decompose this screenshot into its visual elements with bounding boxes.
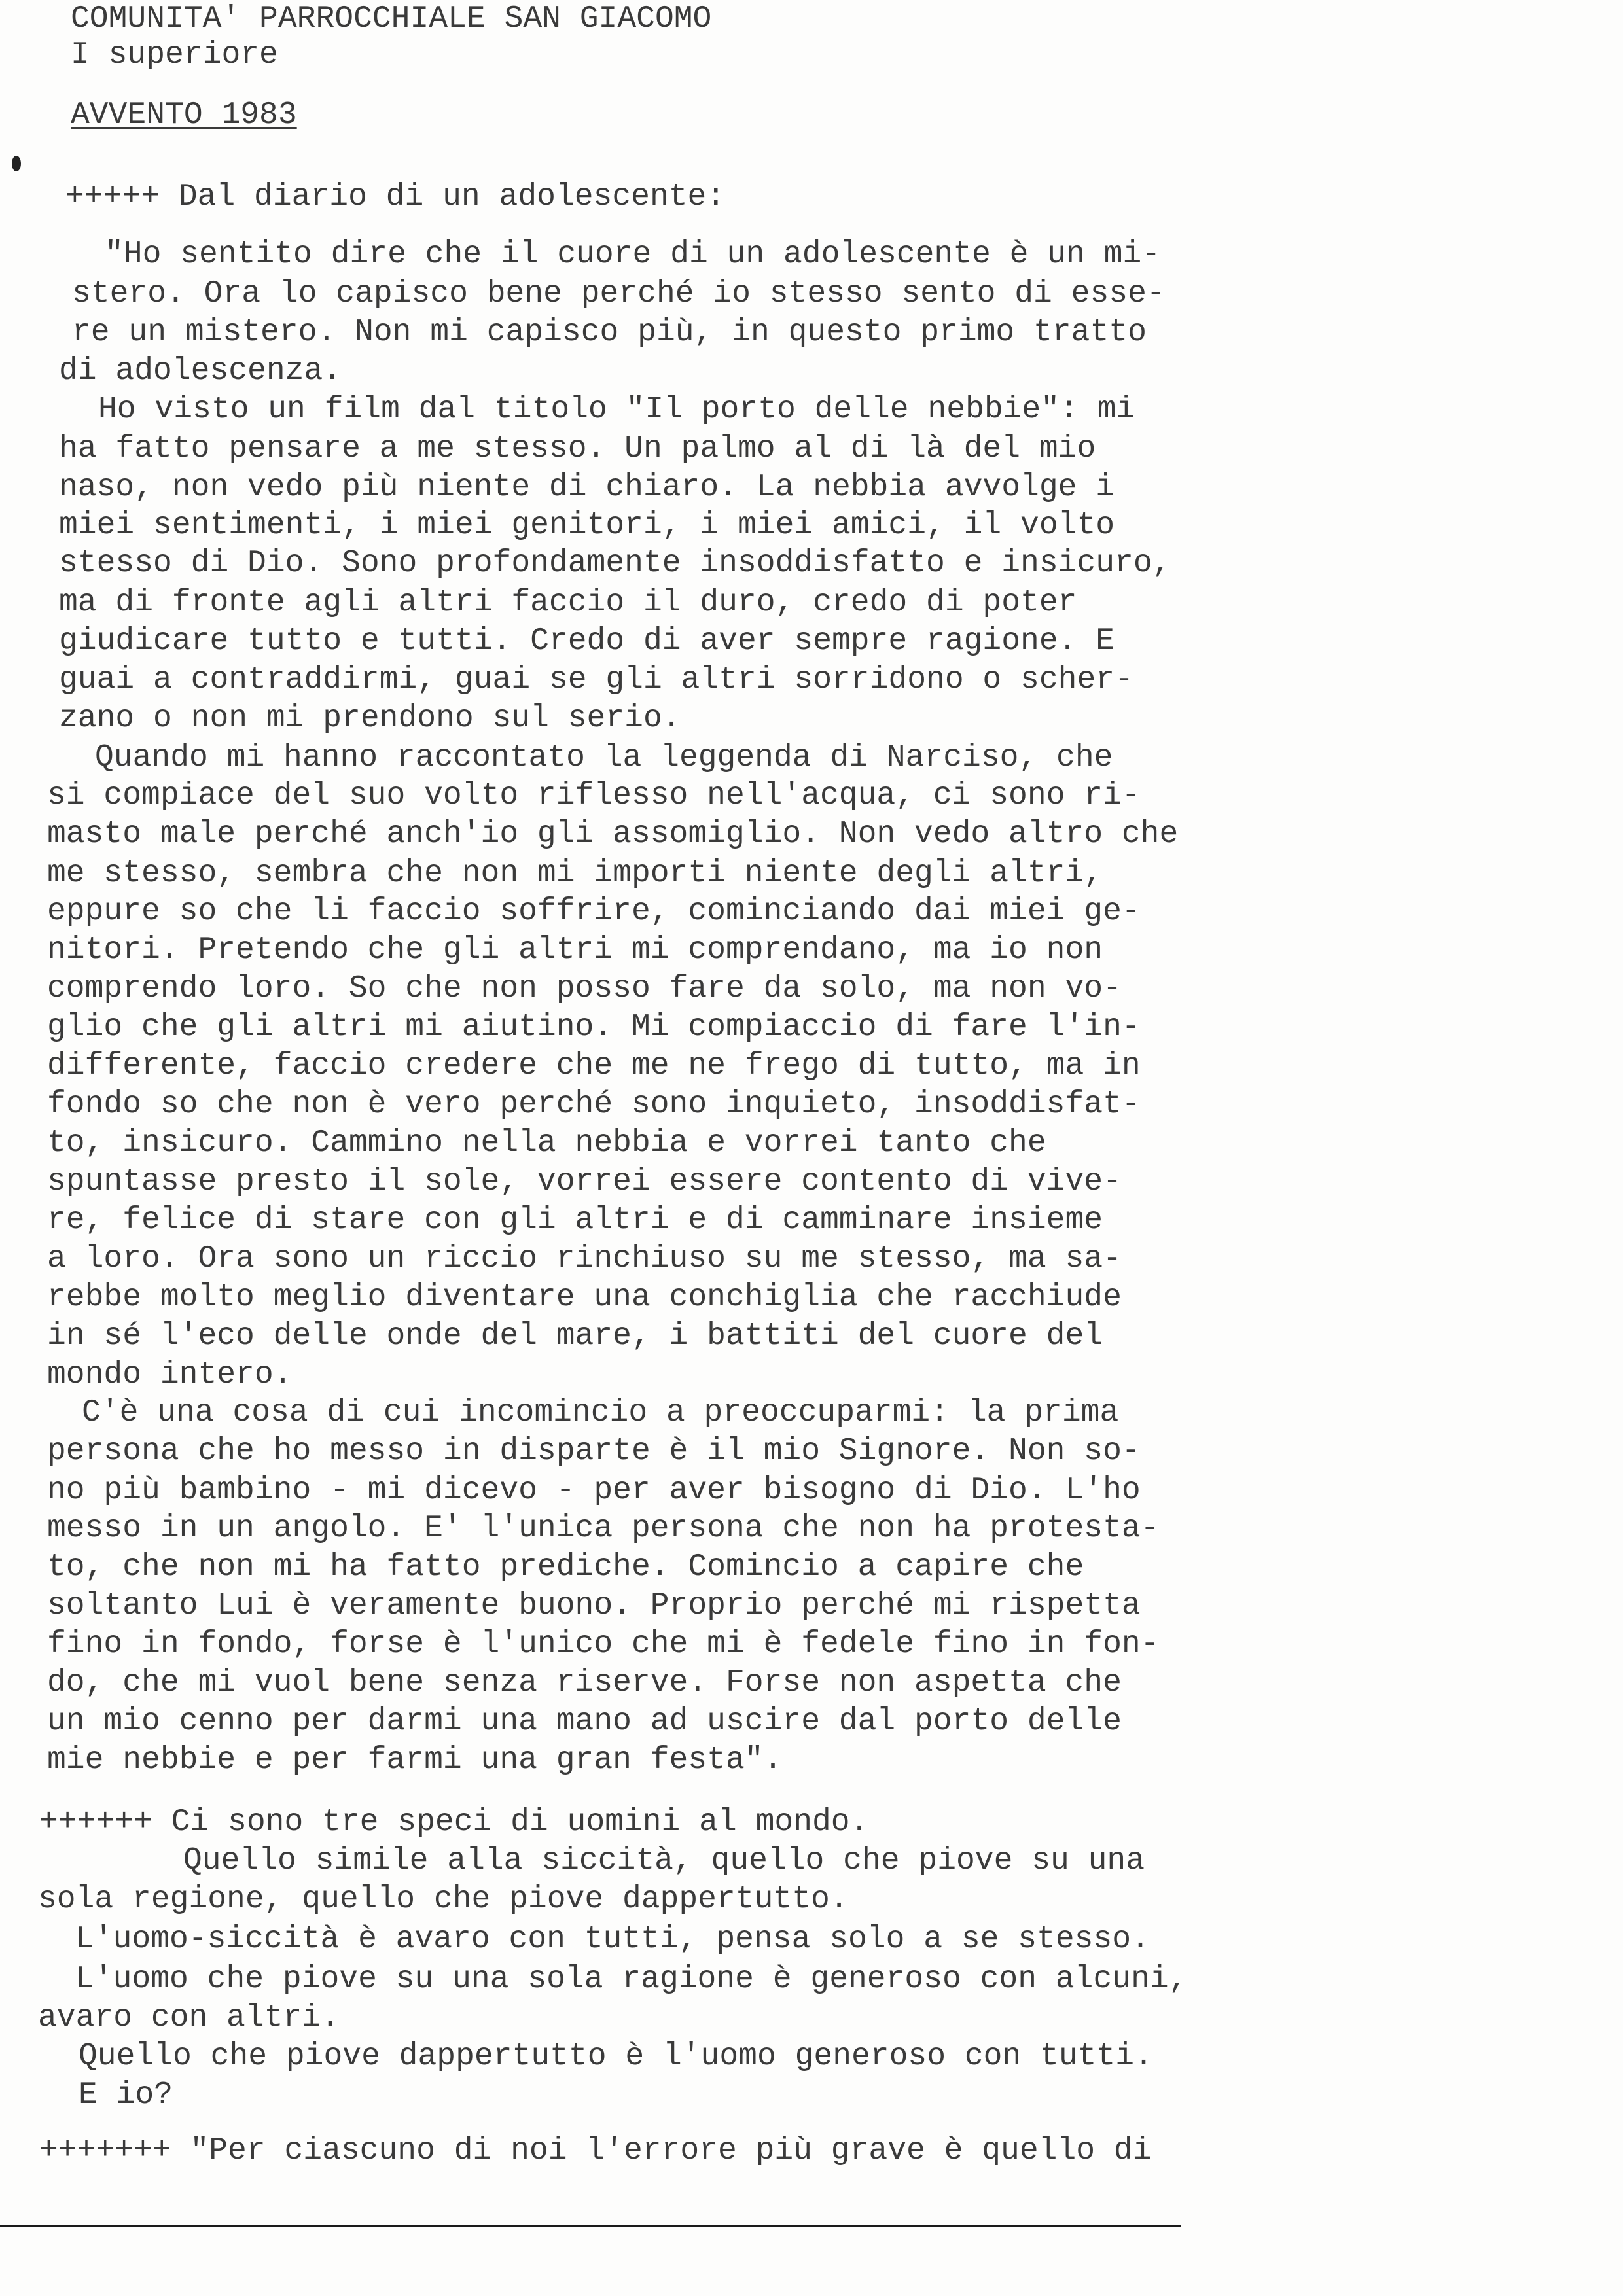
text-line: me stesso, sembra che non mi importi niente degli altri,	[47, 856, 1103, 891]
bottom-rule	[0, 2225, 1181, 2227]
text-line: Quello che piove dappertutto è l'uomo generoso con tutti.	[79, 2039, 1153, 2074]
text-line: un mio cenno per darmi una mano ad uscire dal porto delle	[47, 1704, 1122, 1739]
text-line: nitori. Pretendo che gli altri mi comprendano, ma io non	[47, 932, 1103, 968]
text-line: to, che non mi ha fatto prediche. Comincio a capire che	[47, 1549, 1084, 1585]
text-line: zano o non mi prendono sul serio.	[59, 701, 681, 736]
text-line: L'uomo che piove su una sola ragione è generoso con alcuni,	[75, 1962, 1188, 1997]
text-line: persona che ho messo in disparte è il mio Signore. Non so-	[47, 1434, 1141, 1469]
text-line: fondo so che non è vero perché sono inquieto, insoddisfat-	[47, 1087, 1141, 1122]
season-title: AVVENTO 1983	[71, 97, 297, 133]
text-line: no più bambino - mi dicevo - per aver bisogno di Dio. L'ho	[47, 1473, 1141, 1508]
text-line: masto male perché anch'io gli assomiglio. Non vedo altro che	[47, 817, 1179, 852]
text-line: a loro. Ora sono un riccio rinchiuso su me stesso, ma sa-	[47, 1241, 1122, 1277]
text-line: L'uomo-siccità è avaro con tutti, pensa solo a se stesso.	[75, 1922, 1150, 1957]
text-line: re, felice di stare con gli altri e di camminare insieme	[47, 1203, 1103, 1238]
text-line: spuntasse presto il sole, vorrei essere contento di vive-	[47, 1164, 1122, 1199]
section-heading: +++++++ "Per ciascuno di noi l'errore più grave è quello di	[39, 2133, 1152, 2168]
text-line: mie nebbie e per farmi una gran festa".	[47, 1742, 783, 1778]
ink-speck	[12, 156, 21, 171]
parish-name: COMUNITA' PARROCCHIALE SAN GIACOMO	[71, 1, 712, 37]
text-line: to, insicuro. Cammino nella nebbia e vorrei tanto che	[47, 1125, 1046, 1161]
text-line: guai a contraddirmi, guai se gli altri sorridono o scher-	[59, 662, 1133, 698]
text-line: C'è una cosa di cui incomincio a preoccuparmi: la prima	[82, 1395, 1119, 1430]
text-line: sola regione, quello che piove dappertutto.	[38, 1882, 849, 1917]
text-line: comprendo loro. So che non posso fare da solo, ma non vo-	[47, 971, 1122, 1006]
class-label: I superiore	[71, 37, 278, 73]
text-line: glio che gli altri mi aiutino. Mi compiaccio di fare l'in-	[47, 1010, 1141, 1045]
text-line: Quello simile alla siccità, quello che piove su una	[183, 1843, 1145, 1879]
text-line: stesso di Dio. Sono profondamente insoddisfatto e insicuro,	[59, 546, 1171, 581]
text-line: eppure so che li faccio soffrire, cominciando dai miei ge-	[47, 894, 1141, 929]
text-line: rebbe molto meglio diventare una conchiglia che racchiude	[47, 1280, 1122, 1315]
text-line: Quando mi hanno raccontato la leggenda di Narciso, che	[95, 740, 1113, 775]
section-heading: ++++++ Ci sono tre speci di uomini al mondo.	[39, 1805, 869, 1840]
text-line: re un mistero. Non mi capisco più, in questo primo tratto	[72, 315, 1147, 350]
text-line: in sé l'eco delle onde del mare, i battiti del cuore del	[47, 1318, 1103, 1354]
text-line: ha fatto pensare a me stesso. Un palmo al di là del mio	[59, 431, 1096, 467]
text-line: do, che mi vuol bene senza riserve. Forse non aspetta che	[47, 1665, 1122, 1701]
text-line: Ho visto un film dal titolo "Il porto delle nebbie": mi	[98, 392, 1135, 427]
section-heading: +++++ Dal diario di un adolescente:	[65, 179, 726, 215]
text-line: "Ho sentito dire che il cuore di un adolescente è un mi-	[105, 237, 1161, 272]
text-line: stero. Ora lo capisco bene perché io stesso sento di esse-	[72, 276, 1166, 311]
text-line: giudicare tutto e tutti. Credo di aver sempre ragione. E	[59, 624, 1115, 659]
text-line: differente, faccio credere che me ne frego di tutto, ma in	[47, 1048, 1141, 1084]
text-line: miei sentimenti, i miei genitori, i miei amici, il volto	[59, 508, 1115, 543]
text-line: fino in fondo, forse è l'unico che mi è fedele fino in fon-	[47, 1627, 1160, 1662]
text-line: ma di fronte agli altri faccio il duro, credo di poter	[59, 585, 1077, 620]
text-line: di adolescenza.	[59, 353, 342, 389]
text-line: naso, non vedo più niente di chiaro. La nebbia avvolge i	[59, 470, 1115, 505]
text-line: messo in un angolo. E' l'unica persona che non ha protesta-	[47, 1511, 1160, 1546]
text-line: E io?	[79, 2077, 173, 2113]
text-line: mondo intero.	[47, 1357, 293, 1392]
text-line: avaro con altri.	[38, 2000, 340, 2036]
text-line: si compiace del suo volto riflesso nell'acqua, ci sono ri-	[47, 778, 1141, 813]
text-line: soltanto Lui è veramente buono. Proprio perché mi rispetta	[47, 1588, 1141, 1623]
